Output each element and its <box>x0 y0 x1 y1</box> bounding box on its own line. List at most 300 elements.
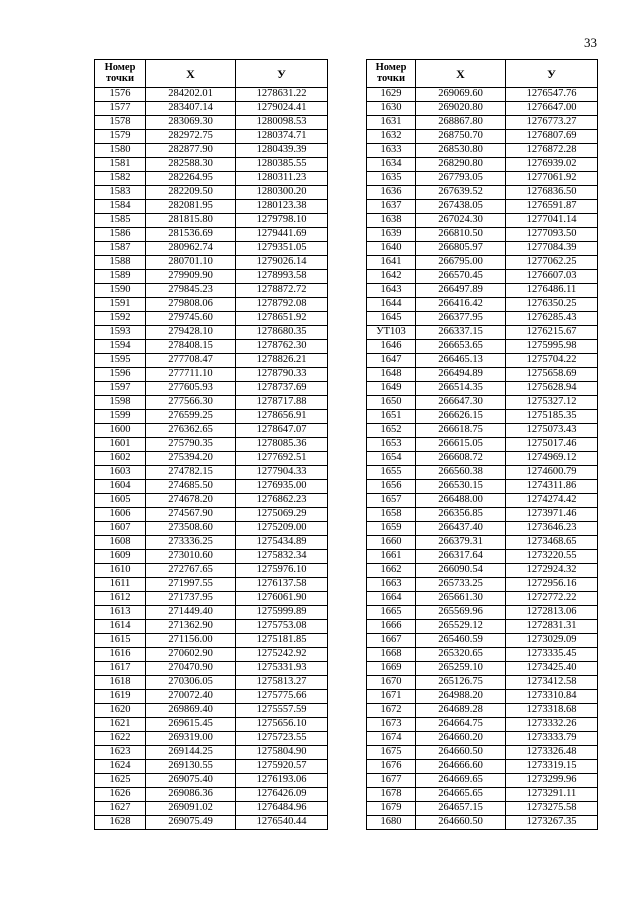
cell-y: 1278737.69 <box>236 382 328 396</box>
cell-point-number: 1595 <box>95 354 146 368</box>
cell-y: 1275976.10 <box>236 564 328 578</box>
cell-x: 280962.74 <box>146 242 236 256</box>
cell-x: 266805.97 <box>416 242 506 256</box>
table-row <box>95 410 328 424</box>
cell-point-number: 1614 <box>95 620 146 634</box>
cell-x: 269069.60 <box>416 88 506 102</box>
cell-x: 271737.95 <box>146 592 236 606</box>
header-y: У <box>506 60 598 88</box>
table-row <box>95 816 328 830</box>
cell-point-number: 1600 <box>95 424 146 438</box>
cell-point-number: 1589 <box>95 270 146 284</box>
cell-x: 265320.65 <box>416 648 506 662</box>
cell-x: 266618.75 <box>416 424 506 438</box>
cell-point-number: 1677 <box>367 774 416 788</box>
cell-y: 1278826.21 <box>236 354 328 368</box>
cell-x: 269020.80 <box>416 102 506 116</box>
cell-point-number: 1647 <box>367 354 416 368</box>
cell-x: 266530.15 <box>416 480 506 494</box>
cell-y: 1278762.30 <box>236 340 328 354</box>
cell-x: 265661.30 <box>416 592 506 606</box>
cell-y: 1276061.90 <box>236 592 328 606</box>
cell-point-number: 1588 <box>95 256 146 270</box>
cell-y: 1273319.15 <box>506 760 598 774</box>
cell-x: 265733.25 <box>416 578 506 592</box>
cell-y: 1274274.42 <box>506 494 598 508</box>
table-header-row <box>367 60 598 88</box>
cell-y: 1277084.39 <box>506 242 598 256</box>
cell-y: 1278656.91 <box>236 410 328 424</box>
header-point-number: Номер точки <box>367 60 416 88</box>
cell-x: 266437.40 <box>416 522 506 536</box>
cell-y: 1278872.72 <box>236 284 328 298</box>
cell-x: 264664.75 <box>416 718 506 732</box>
cell-point-number: 1601 <box>95 438 146 452</box>
table-row <box>367 466 598 480</box>
cell-y: 1273412.58 <box>506 676 598 690</box>
cell-y: 1272956.16 <box>506 578 598 592</box>
cell-point-number: 1654 <box>367 452 416 466</box>
cell-point-number: 1632 <box>367 130 416 144</box>
table-row <box>367 312 598 326</box>
cell-y: 1276215.67 <box>506 326 598 340</box>
cell-point-number: 1640 <box>367 242 416 256</box>
cell-y: 1275209.00 <box>236 522 328 536</box>
cell-point-number: 1621 <box>95 718 146 732</box>
cell-y: 1273971.46 <box>506 508 598 522</box>
table-row <box>95 102 328 116</box>
cell-point-number: 1655 <box>367 466 416 480</box>
table-row <box>367 200 598 214</box>
cell-y: 1278631.22 <box>236 88 328 102</box>
cell-y: 1275628.94 <box>506 382 598 396</box>
cell-x: 265126.75 <box>416 676 506 690</box>
cell-y: 1273299.96 <box>506 774 598 788</box>
table-row <box>367 746 598 760</box>
cell-y: 1275242.92 <box>236 648 328 662</box>
cell-point-number: 1673 <box>367 718 416 732</box>
cell-point-number: 1611 <box>95 578 146 592</box>
cell-y: 1275832.34 <box>236 550 328 564</box>
cell-y: 1276591.87 <box>506 200 598 214</box>
cell-y: 1275331.93 <box>236 662 328 676</box>
cell-x: 271997.55 <box>146 578 236 592</box>
cell-point-number: 1663 <box>367 578 416 592</box>
cell-point-number: 1648 <box>367 368 416 382</box>
table-row <box>367 774 598 788</box>
cell-point-number: 1631 <box>367 116 416 130</box>
cell-point-number: 1670 <box>367 676 416 690</box>
cell-point-number: 1625 <box>95 774 146 788</box>
cell-x: 269130.55 <box>146 760 236 774</box>
cell-y: 1279351.05 <box>236 242 328 256</box>
table-row <box>95 788 328 802</box>
cell-y: 1274600.79 <box>506 466 598 480</box>
table-row <box>367 522 598 536</box>
cell-y: 1276836.50 <box>506 186 598 200</box>
cell-point-number: 1652 <box>367 424 416 438</box>
cell-y: 1279024.41 <box>236 102 328 116</box>
table-row <box>95 480 328 494</box>
cell-x: 264660.50 <box>416 746 506 760</box>
cell-y: 1276872.28 <box>506 144 598 158</box>
table-row <box>367 228 598 242</box>
cell-point-number: 1626 <box>95 788 146 802</box>
table-row <box>367 410 598 424</box>
cell-y: 1276350.25 <box>506 298 598 312</box>
table-row <box>367 298 598 312</box>
cell-x: 264988.20 <box>416 690 506 704</box>
cell-y: 1279441.69 <box>236 228 328 242</box>
cell-y: 1275753.08 <box>236 620 328 634</box>
cell-x: 265569.96 <box>416 606 506 620</box>
cell-point-number: 1607 <box>95 522 146 536</box>
table-row <box>367 592 598 606</box>
cell-y: 1275434.89 <box>236 536 328 550</box>
cell-x: 266356.85 <box>416 508 506 522</box>
table-row <box>367 256 598 270</box>
cell-point-number: 1610 <box>95 564 146 578</box>
cell-x: 282264.95 <box>146 172 236 186</box>
cell-point-number: УТ103 <box>367 326 416 340</box>
header-x: X <box>416 60 506 88</box>
table-row <box>367 158 598 172</box>
cell-point-number: 1604 <box>95 480 146 494</box>
cell-x: 276599.25 <box>146 410 236 424</box>
table-row <box>95 802 328 816</box>
cell-y: 1273332.26 <box>506 718 598 732</box>
cell-y: 1273425.40 <box>506 662 598 676</box>
cell-point-number: 1674 <box>367 732 416 746</box>
table-row <box>367 690 598 704</box>
table-row <box>95 214 328 228</box>
cell-y: 1276939.02 <box>506 158 598 172</box>
cell-point-number: 1661 <box>367 550 416 564</box>
cell-point-number: 1602 <box>95 452 146 466</box>
cell-x: 277605.93 <box>146 382 236 396</box>
cell-y: 1273646.23 <box>506 522 598 536</box>
cell-point-number: 1619 <box>95 690 146 704</box>
cell-y: 1273326.48 <box>506 746 598 760</box>
table-row <box>95 438 328 452</box>
table-row <box>367 382 598 396</box>
table-row <box>95 116 328 130</box>
cell-y: 1275069.29 <box>236 508 328 522</box>
cell-point-number: 1667 <box>367 634 416 648</box>
table-row <box>95 354 328 368</box>
cell-point-number: 1623 <box>95 746 146 760</box>
cell-x: 271362.90 <box>146 620 236 634</box>
table-row <box>367 452 598 466</box>
table-row <box>367 438 598 452</box>
cell-y: 1275995.98 <box>506 340 598 354</box>
cell-y: 1280311.23 <box>236 172 328 186</box>
cell-y: 1280098.53 <box>236 116 328 130</box>
cell-point-number: 1613 <box>95 606 146 620</box>
cell-x: 266514.35 <box>416 382 506 396</box>
cell-point-number: 1596 <box>95 368 146 382</box>
cell-y: 1279026.14 <box>236 256 328 270</box>
cell-y: 1280439.39 <box>236 144 328 158</box>
coordinates-table-right <box>366 59 598 830</box>
cell-y: 1273267.35 <box>506 816 598 830</box>
cell-y: 1279798.10 <box>236 214 328 228</box>
table-row <box>367 214 598 228</box>
cell-point-number: 1642 <box>367 270 416 284</box>
table-row <box>95 746 328 760</box>
cell-point-number: 1582 <box>95 172 146 186</box>
cell-point-number: 1612 <box>95 592 146 606</box>
cell-x: 270470.90 <box>146 662 236 676</box>
table-row <box>367 172 598 186</box>
header-x: X <box>146 60 236 88</box>
cell-x: 266488.00 <box>416 494 506 508</box>
table-row <box>95 312 328 326</box>
cell-x: 265529.12 <box>416 620 506 634</box>
table-row <box>367 354 598 368</box>
table-row <box>95 536 328 550</box>
cell-y: 1275658.69 <box>506 368 598 382</box>
cell-x: 266377.95 <box>416 312 506 326</box>
cell-x: 282081.95 <box>146 200 236 214</box>
cell-x: 274685.50 <box>146 480 236 494</box>
cell-y: 1274969.12 <box>506 452 598 466</box>
cell-point-number: 1657 <box>367 494 416 508</box>
table-row <box>367 494 598 508</box>
cell-x: 267639.52 <box>416 186 506 200</box>
cell-y: 1276607.03 <box>506 270 598 284</box>
cell-y: 1277062.25 <box>506 256 598 270</box>
cell-x: 266608.72 <box>416 452 506 466</box>
table-row <box>95 704 328 718</box>
cell-x: 266379.31 <box>416 536 506 550</box>
cell-y: 1280300.20 <box>236 186 328 200</box>
cell-x: 270306.05 <box>146 676 236 690</box>
table-row <box>95 186 328 200</box>
cell-point-number: 1660 <box>367 536 416 550</box>
table-row <box>95 452 328 466</box>
table-row <box>95 732 328 746</box>
cell-point-number: 1675 <box>367 746 416 760</box>
cell-point-number: 1590 <box>95 284 146 298</box>
cell-point-number: 1624 <box>95 760 146 774</box>
cell-x: 266615.05 <box>416 438 506 452</box>
cell-y: 1276647.00 <box>506 102 598 116</box>
cell-y: 1275656.10 <box>236 718 328 732</box>
cell-point-number: 1666 <box>367 620 416 634</box>
cell-point-number: 1676 <box>367 760 416 774</box>
table-row <box>367 732 598 746</box>
cell-x: 264660.20 <box>416 732 506 746</box>
cell-point-number: 1635 <box>367 172 416 186</box>
cell-y: 1277904.33 <box>236 466 328 480</box>
cell-point-number: 1669 <box>367 662 416 676</box>
cell-x: 266317.64 <box>416 550 506 564</box>
cell-point-number: 1587 <box>95 242 146 256</box>
cell-point-number: 1646 <box>367 340 416 354</box>
cell-y: 1277041.14 <box>506 214 598 228</box>
page-number: 33 <box>584 35 597 50</box>
table-row <box>367 788 598 802</box>
cell-x: 270072.40 <box>146 690 236 704</box>
cell-x: 275394.20 <box>146 452 236 466</box>
cell-x: 264669.65 <box>416 774 506 788</box>
cell-point-number: 1616 <box>95 648 146 662</box>
cell-y: 1276484.96 <box>236 802 328 816</box>
table-row <box>367 144 598 158</box>
cell-x: 267438.05 <box>416 200 506 214</box>
cell-x: 282588.30 <box>146 158 236 172</box>
table-row <box>367 620 598 634</box>
table-row <box>95 648 328 662</box>
cell-y: 1275999.89 <box>236 606 328 620</box>
cell-x: 264666.60 <box>416 760 506 774</box>
cell-x: 281536.69 <box>146 228 236 242</box>
cell-y: 1275775.66 <box>236 690 328 704</box>
table-row <box>367 88 598 102</box>
cell-x: 269144.25 <box>146 746 236 760</box>
cell-y: 1278085.36 <box>236 438 328 452</box>
cell-x: 274567.90 <box>146 508 236 522</box>
cell-point-number: 1606 <box>95 508 146 522</box>
cell-point-number: 1586 <box>95 228 146 242</box>
cell-x: 269091.02 <box>146 802 236 816</box>
table-row <box>367 396 598 410</box>
cell-point-number: 1656 <box>367 480 416 494</box>
cell-x: 267793.05 <box>416 172 506 186</box>
cell-y: 1273333.79 <box>506 732 598 746</box>
cell-point-number: 1603 <box>95 466 146 480</box>
cell-x: 269075.40 <box>146 774 236 788</box>
cell-x: 271449.40 <box>146 606 236 620</box>
table-row <box>367 116 598 130</box>
table-body-right <box>367 88 598 830</box>
cell-point-number: 1577 <box>95 102 146 116</box>
cell-x: 269615.45 <box>146 718 236 732</box>
cell-point-number: 1580 <box>95 144 146 158</box>
table-row <box>367 564 598 578</box>
cell-x: 277566.30 <box>146 396 236 410</box>
table-row <box>367 424 598 438</box>
cell-y: 1275327.12 <box>506 396 598 410</box>
cell-x: 282877.90 <box>146 144 236 158</box>
cell-x: 268867.80 <box>416 116 506 130</box>
cell-y: 1275073.43 <box>506 424 598 438</box>
cell-x: 281815.80 <box>146 214 236 228</box>
cell-y: 1280123.38 <box>236 200 328 214</box>
cell-x: 264657.15 <box>416 802 506 816</box>
cell-x: 266560.38 <box>416 466 506 480</box>
header-point-number: Номер точки <box>95 60 146 88</box>
table-body-left <box>95 88 328 830</box>
cell-y: 1280385.55 <box>236 158 328 172</box>
cell-x: 279909.90 <box>146 270 236 284</box>
cell-y: 1273468.65 <box>506 536 598 550</box>
cell-x: 266090.54 <box>416 564 506 578</box>
cell-point-number: 1593 <box>95 326 146 340</box>
table-row <box>95 466 328 480</box>
cell-point-number: 1658 <box>367 508 416 522</box>
cell-x: 266810.50 <box>416 228 506 242</box>
cell-point-number: 1665 <box>367 606 416 620</box>
cell-point-number: 1634 <box>367 158 416 172</box>
cell-x: 277708.47 <box>146 354 236 368</box>
cell-point-number: 1644 <box>367 298 416 312</box>
cell-point-number: 1649 <box>367 382 416 396</box>
cell-x: 265259.10 <box>416 662 506 676</box>
cell-x: 267024.30 <box>416 214 506 228</box>
cell-point-number: 1576 <box>95 88 146 102</box>
cell-x: 274678.20 <box>146 494 236 508</box>
cell-x: 282209.50 <box>146 186 236 200</box>
table-row <box>95 130 328 144</box>
table-row <box>95 522 328 536</box>
cell-x: 264689.28 <box>416 704 506 718</box>
cell-x: 282972.75 <box>146 130 236 144</box>
table-row <box>95 606 328 620</box>
cell-x: 270602.90 <box>146 648 236 662</box>
table-row <box>95 172 328 186</box>
cell-x: 269086.36 <box>146 788 236 802</box>
cell-point-number: 1583 <box>95 186 146 200</box>
cell-point-number: 1620 <box>95 704 146 718</box>
table-row <box>367 760 598 774</box>
cell-point-number: 1585 <box>95 214 146 228</box>
cell-point-number: 1678 <box>367 788 416 802</box>
cell-y: 1280374.71 <box>236 130 328 144</box>
cell-x: 268750.70 <box>416 130 506 144</box>
table-row <box>95 424 328 438</box>
cell-point-number: 1622 <box>95 732 146 746</box>
table-row <box>367 536 598 550</box>
cell-point-number: 1594 <box>95 340 146 354</box>
cell-point-number: 1579 <box>95 130 146 144</box>
table-row <box>95 774 328 788</box>
cell-y: 1275804.90 <box>236 746 328 760</box>
table-row <box>95 760 328 774</box>
table-row <box>95 368 328 382</box>
cell-x: 269075.49 <box>146 816 236 830</box>
cell-point-number: 1679 <box>367 802 416 816</box>
table-row <box>367 186 598 200</box>
table-row <box>367 270 598 284</box>
cell-y: 1278790.33 <box>236 368 328 382</box>
cell-y: 1273335.45 <box>506 648 598 662</box>
cell-y: 1276426.09 <box>236 788 328 802</box>
table-row <box>95 326 328 340</box>
cell-y: 1278792.08 <box>236 298 328 312</box>
table-row <box>95 676 328 690</box>
cell-point-number: 1598 <box>95 396 146 410</box>
cell-y: 1276193.06 <box>236 774 328 788</box>
cell-x: 280701.10 <box>146 256 236 270</box>
cell-y: 1273318.68 <box>506 704 598 718</box>
table-row <box>367 718 598 732</box>
table-row <box>95 662 328 676</box>
cell-point-number: 1597 <box>95 382 146 396</box>
table-row <box>367 340 598 354</box>
cell-y: 1278680.35 <box>236 326 328 340</box>
cell-y: 1277061.92 <box>506 172 598 186</box>
cell-y: 1273310.84 <box>506 690 598 704</box>
table-row <box>367 662 598 676</box>
cell-y: 1273220.55 <box>506 550 598 564</box>
cell-x: 279808.06 <box>146 298 236 312</box>
table-row <box>95 396 328 410</box>
table-row <box>95 592 328 606</box>
cell-y: 1277692.51 <box>236 452 328 466</box>
table-row <box>95 228 328 242</box>
